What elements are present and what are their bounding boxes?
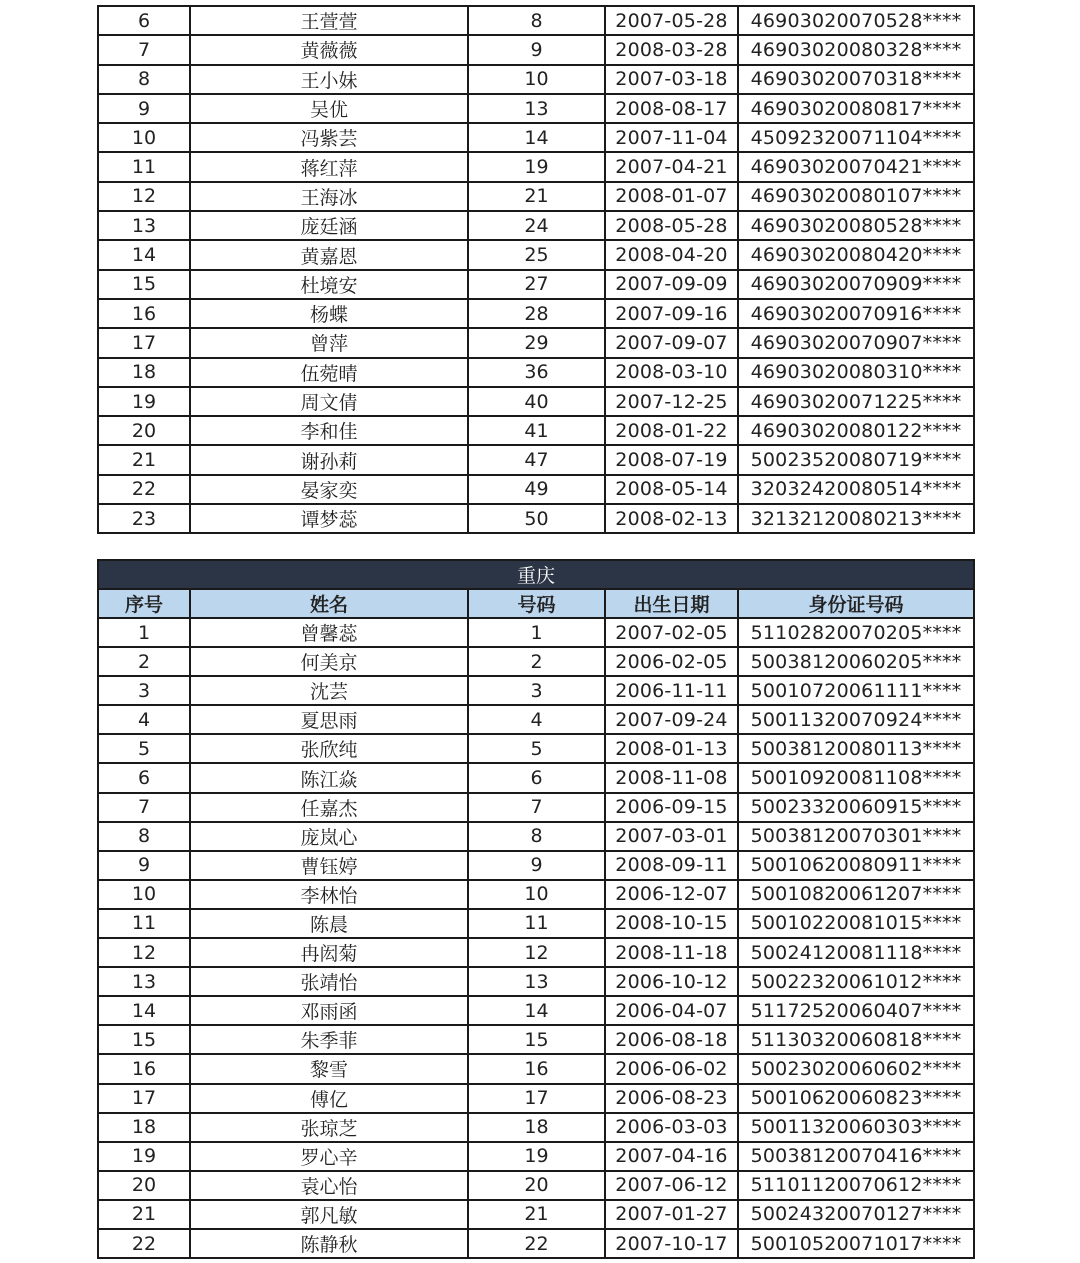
cell-seq: 5 xyxy=(98,734,190,763)
table-row xyxy=(98,1084,974,1113)
cell-name: 冯紫芸 xyxy=(190,123,468,152)
cell-name: 罗心辛 xyxy=(190,1142,468,1171)
cell-seq: 17 xyxy=(98,328,190,357)
cell-birth-date: 2008-05-28 xyxy=(605,211,738,240)
cell-name: 伍菀晴 xyxy=(190,358,468,387)
cell-seq: 11 xyxy=(98,152,190,181)
cell-number: 9 xyxy=(468,35,605,64)
cell-seq: 8 xyxy=(98,65,190,94)
region-title-row xyxy=(98,560,974,589)
cell-birth-date: 2006-04-07 xyxy=(605,996,738,1025)
table-row xyxy=(98,1200,974,1229)
table-row xyxy=(98,909,974,938)
cell-name: 陈静秋 xyxy=(190,1229,468,1258)
cell-name: 李林怡 xyxy=(190,880,468,909)
cell-birth-date: 2006-09-15 xyxy=(605,793,738,822)
cell-name: 邓雨函 xyxy=(190,996,468,1025)
cell-birth-date: 2006-06-02 xyxy=(605,1054,738,1083)
cell-birth-date: 2008-11-08 xyxy=(605,763,738,792)
cell-seq: 11 xyxy=(98,909,190,938)
cell-name: 何美京 xyxy=(190,647,468,676)
header-name: 姓名 xyxy=(190,589,468,618)
cell-birth-date: 2008-02-13 xyxy=(605,504,738,533)
table-row xyxy=(98,504,974,533)
cell-number: 4 xyxy=(468,705,605,734)
table-row xyxy=(98,123,974,152)
cell-birth-date: 2008-01-07 xyxy=(605,182,738,211)
cell-id-number: 46903020070318**** xyxy=(738,65,974,94)
header-birth-date: 出生日期 xyxy=(605,589,738,618)
cell-id-number: 51102820070205**** xyxy=(738,618,974,647)
table-row xyxy=(98,763,974,792)
cell-name: 李和佳 xyxy=(190,416,468,445)
cell-birth-date: 2007-04-16 xyxy=(605,1142,738,1171)
cell-number: 16 xyxy=(468,1054,605,1083)
cell-id-number: 46903020080528**** xyxy=(738,211,974,240)
table-row xyxy=(98,328,974,357)
cell-seq: 10 xyxy=(98,123,190,152)
cell-birth-date: 2008-09-11 xyxy=(605,851,738,880)
cell-name: 谭梦蕊 xyxy=(190,504,468,533)
table-row xyxy=(98,1113,974,1142)
cell-name: 张欣纯 xyxy=(190,734,468,763)
cell-seq: 20 xyxy=(98,1171,190,1200)
cell-id-number: 46903020080122**** xyxy=(738,416,974,445)
cell-id-number: 46903020070916**** xyxy=(738,299,974,328)
cell-name: 黄薇薇 xyxy=(190,35,468,64)
cell-birth-date: 2007-10-17 xyxy=(605,1229,738,1258)
cell-number: 49 xyxy=(468,475,605,504)
table-row xyxy=(98,152,974,181)
cell-seq: 7 xyxy=(98,793,190,822)
table-row xyxy=(98,445,974,474)
cell-seq: 15 xyxy=(98,270,190,299)
cell-number: 25 xyxy=(468,240,605,269)
cell-seq: 23 xyxy=(98,504,190,533)
table-row xyxy=(98,1025,974,1054)
cell-id-number: 50023520080719**** xyxy=(738,445,974,474)
table-row xyxy=(98,1054,974,1083)
cell-id-number: 46903020080107**** xyxy=(738,182,974,211)
cell-id-number: 46903020080328**** xyxy=(738,35,974,64)
cell-birth-date: 2008-01-13 xyxy=(605,734,738,763)
cell-name: 杜境安 xyxy=(190,270,468,299)
cell-number: 14 xyxy=(468,123,605,152)
cell-name: 曾馨蕊 xyxy=(190,618,468,647)
cell-number: 19 xyxy=(468,152,605,181)
cell-birth-date: 2008-07-19 xyxy=(605,445,738,474)
cell-id-number: 46903020070421**** xyxy=(738,152,974,181)
table-row xyxy=(98,676,974,705)
cell-name: 郭凡敏 xyxy=(190,1200,468,1229)
table-row xyxy=(98,6,974,35)
cell-birth-date: 2007-09-16 xyxy=(605,299,738,328)
cell-seq: 15 xyxy=(98,1025,190,1054)
cell-number: 18 xyxy=(468,1113,605,1142)
table-row xyxy=(98,358,974,387)
cell-seq: 9 xyxy=(98,851,190,880)
cell-seq: 6 xyxy=(98,763,190,792)
cell-id-number: 46903020070909**** xyxy=(738,270,974,299)
cell-id-number: 50024320070127**** xyxy=(738,1200,974,1229)
table-row xyxy=(98,416,974,445)
cell-seq: 9 xyxy=(98,94,190,123)
cell-seq: 19 xyxy=(98,1142,190,1171)
table-row xyxy=(98,1142,974,1171)
cell-seq: 18 xyxy=(98,358,190,387)
cell-id-number: 50023320060915**** xyxy=(738,793,974,822)
cell-birth-date: 2008-04-20 xyxy=(605,240,738,269)
cell-name: 冉闳菊 xyxy=(190,938,468,967)
cell-id-number: 46903020070907**** xyxy=(738,328,974,357)
cell-number: 7 xyxy=(468,793,605,822)
cell-id-number: 50023020060602**** xyxy=(738,1054,974,1083)
table-row xyxy=(98,705,974,734)
table-row xyxy=(98,996,974,1025)
table-row xyxy=(98,182,974,211)
cell-name: 蒋红萍 xyxy=(190,152,468,181)
cell-number: 36 xyxy=(468,358,605,387)
table-row xyxy=(98,299,974,328)
cell-seq: 12 xyxy=(98,938,190,967)
cell-birth-date: 2006-11-11 xyxy=(605,676,738,705)
cell-number: 1 xyxy=(468,618,605,647)
cell-seq: 21 xyxy=(98,1200,190,1229)
cell-number: 8 xyxy=(468,822,605,851)
cell-name: 谢孙莉 xyxy=(190,445,468,474)
cell-id-number: 50038120070301**** xyxy=(738,822,974,851)
cell-birth-date: 2006-10-12 xyxy=(605,967,738,996)
cell-birth-date: 2008-03-28 xyxy=(605,35,738,64)
cell-name: 曾萍 xyxy=(190,328,468,357)
cell-seq: 19 xyxy=(98,387,190,416)
cell-name: 周文倩 xyxy=(190,387,468,416)
cell-seq: 14 xyxy=(98,996,190,1025)
cell-seq: 21 xyxy=(98,445,190,474)
cell-birth-date: 2007-06-12 xyxy=(605,1171,738,1200)
cell-id-number: 51101120070612**** xyxy=(738,1171,974,1200)
cell-id-number: 50010820061207**** xyxy=(738,880,974,909)
cell-name: 任嘉杰 xyxy=(190,793,468,822)
cell-number: 17 xyxy=(468,1084,605,1113)
cell-seq: 6 xyxy=(98,6,190,35)
cell-birth-date: 2007-04-21 xyxy=(605,152,738,181)
cell-id-number: 46903020080310**** xyxy=(738,358,974,387)
cell-name: 黎雪 xyxy=(190,1054,468,1083)
cell-id-number: 46903020080420**** xyxy=(738,240,974,269)
cell-seq: 20 xyxy=(98,416,190,445)
table-row xyxy=(98,94,974,123)
cell-birth-date: 2006-08-23 xyxy=(605,1084,738,1113)
table-row xyxy=(98,851,974,880)
cell-birth-date: 2006-12-07 xyxy=(605,880,738,909)
cell-name: 袁心怡 xyxy=(190,1171,468,1200)
cell-birth-date: 2008-05-14 xyxy=(605,475,738,504)
table-row xyxy=(98,618,974,647)
cell-seq: 7 xyxy=(98,35,190,64)
cell-seq: 1 xyxy=(98,618,190,647)
roster-table-top-body xyxy=(98,6,974,533)
cell-birth-date: 2007-09-07 xyxy=(605,328,738,357)
cell-seq: 14 xyxy=(98,240,190,269)
cell-name: 庞岚心 xyxy=(190,822,468,851)
cell-id-number: 50010520071017**** xyxy=(738,1229,974,1258)
cell-number: 24 xyxy=(468,211,605,240)
cell-name: 王海冰 xyxy=(190,182,468,211)
cell-number: 6 xyxy=(468,763,605,792)
cell-seq: 16 xyxy=(98,1054,190,1083)
cell-birth-date: 2007-01-27 xyxy=(605,1200,738,1229)
cell-number: 50 xyxy=(468,504,605,533)
table-row xyxy=(98,1171,974,1200)
cell-name: 王小妹 xyxy=(190,65,468,94)
table-row xyxy=(98,938,974,967)
cell-birth-date: 2007-12-25 xyxy=(605,387,738,416)
cell-name: 张琼芝 xyxy=(190,1113,468,1142)
cell-name: 吴优 xyxy=(190,94,468,123)
table-row xyxy=(98,270,974,299)
cell-number: 2 xyxy=(468,647,605,676)
table-row xyxy=(98,967,974,996)
cell-number: 10 xyxy=(468,65,605,94)
cell-seq: 13 xyxy=(98,211,190,240)
cell-birth-date: 2008-10-15 xyxy=(605,909,738,938)
column-header-row xyxy=(98,589,974,618)
cell-number: 29 xyxy=(468,328,605,357)
cell-name: 王萱萱 xyxy=(190,6,468,35)
cell-number: 13 xyxy=(468,967,605,996)
table-row xyxy=(98,475,974,504)
cell-id-number: 50024120081118**** xyxy=(738,938,974,967)
cell-number: 28 xyxy=(468,299,605,328)
cell-number: 3 xyxy=(468,676,605,705)
cell-id-number: 50038120060205**** xyxy=(738,647,974,676)
table-row xyxy=(98,387,974,416)
cell-number: 20 xyxy=(468,1171,605,1200)
cell-number: 5 xyxy=(468,734,605,763)
cell-number: 13 xyxy=(468,94,605,123)
cell-id-number: 46903020070528**** xyxy=(738,6,974,35)
cell-birth-date: 2007-03-18 xyxy=(605,65,738,94)
cell-seq: 3 xyxy=(98,676,190,705)
cell-id-number: 51172520060407**** xyxy=(738,996,974,1025)
cell-id-number: 50010220081015**** xyxy=(738,909,974,938)
table-row xyxy=(98,35,974,64)
cell-seq: 22 xyxy=(98,475,190,504)
cell-birth-date: 2008-03-10 xyxy=(605,358,738,387)
roster-table-chongqing-body xyxy=(98,618,974,1258)
cell-id-number: 50022320061012**** xyxy=(738,967,974,996)
cell-name: 陈江焱 xyxy=(190,763,468,792)
cell-seq: 18 xyxy=(98,1113,190,1142)
cell-number: 14 xyxy=(468,996,605,1025)
cell-seq: 4 xyxy=(98,705,190,734)
cell-birth-date: 2008-11-18 xyxy=(605,938,738,967)
cell-id-number: 50010620080911**** xyxy=(738,851,974,880)
cell-seq: 2 xyxy=(98,647,190,676)
table-row xyxy=(98,793,974,822)
cell-id-number: 46903020080817**** xyxy=(738,94,974,123)
cell-birth-date: 2006-08-18 xyxy=(605,1025,738,1054)
table-row xyxy=(98,822,974,851)
cell-name: 沈芸 xyxy=(190,676,468,705)
cell-number: 8 xyxy=(468,6,605,35)
cell-number: 15 xyxy=(468,1025,605,1054)
table-row xyxy=(98,734,974,763)
cell-name: 晏家奕 xyxy=(190,475,468,504)
table-row xyxy=(98,240,974,269)
table-row xyxy=(98,647,974,676)
cell-id-number: 50011320070924**** xyxy=(738,705,974,734)
cell-id-number: 50010620060823**** xyxy=(738,1084,974,1113)
roster-table-top xyxy=(97,5,975,534)
cell-name: 陈晨 xyxy=(190,909,468,938)
cell-seq: 16 xyxy=(98,299,190,328)
cell-number: 9 xyxy=(468,851,605,880)
cell-id-number: 50011320060303**** xyxy=(738,1113,974,1142)
cell-seq: 8 xyxy=(98,822,190,851)
header-seq: 序号 xyxy=(98,589,190,618)
cell-birth-date: 2008-08-17 xyxy=(605,94,738,123)
cell-seq: 12 xyxy=(98,182,190,211)
cell-name: 朱季菲 xyxy=(190,1025,468,1054)
cell-birth-date: 2007-05-28 xyxy=(605,6,738,35)
cell-number: 22 xyxy=(468,1229,605,1258)
cell-seq: 17 xyxy=(98,1084,190,1113)
roster-table-chongqing xyxy=(97,559,975,1259)
table-row xyxy=(98,211,974,240)
cell-name: 黄嘉恩 xyxy=(190,240,468,269)
cell-birth-date: 2006-03-03 xyxy=(605,1113,738,1142)
cell-name: 杨蝶 xyxy=(190,299,468,328)
cell-seq: 10 xyxy=(98,880,190,909)
header-id-number: 身份证号码 xyxy=(738,589,974,618)
table-row xyxy=(98,1229,974,1258)
region-title: 重庆 xyxy=(98,560,974,589)
cell-birth-date: 2007-11-04 xyxy=(605,123,738,152)
cell-seq: 13 xyxy=(98,967,190,996)
cell-number: 19 xyxy=(468,1142,605,1171)
cell-number: 41 xyxy=(468,416,605,445)
cell-birth-date: 2008-01-22 xyxy=(605,416,738,445)
cell-birth-date: 2007-03-01 xyxy=(605,822,738,851)
cell-birth-date: 2007-02-05 xyxy=(605,618,738,647)
table-row xyxy=(98,880,974,909)
header-number: 号码 xyxy=(468,589,605,618)
cell-id-number: 32032420080514**** xyxy=(738,475,974,504)
cell-number: 40 xyxy=(468,387,605,416)
cell-number: 11 xyxy=(468,909,605,938)
cell-id-number: 45092320071104**** xyxy=(738,123,974,152)
table-row xyxy=(98,65,974,94)
cell-number: 47 xyxy=(468,445,605,474)
cell-name: 张靖怡 xyxy=(190,967,468,996)
cell-number: 21 xyxy=(468,1200,605,1229)
cell-birth-date: 2007-09-09 xyxy=(605,270,738,299)
cell-name: 夏思雨 xyxy=(190,705,468,734)
cell-id-number: 50010920081108**** xyxy=(738,763,974,792)
cell-number: 10 xyxy=(468,880,605,909)
cell-name: 曹钰婷 xyxy=(190,851,468,880)
cell-name: 傅亿 xyxy=(190,1084,468,1113)
cell-number: 12 xyxy=(468,938,605,967)
cell-seq: 22 xyxy=(98,1229,190,1258)
cell-id-number: 50038120070416**** xyxy=(738,1142,974,1171)
cell-id-number: 50010720061111**** xyxy=(738,676,974,705)
cell-id-number: 50038120080113**** xyxy=(738,734,974,763)
cell-birth-date: 2006-02-05 xyxy=(605,647,738,676)
cell-number: 21 xyxy=(468,182,605,211)
cell-id-number: 32132120080213**** xyxy=(738,504,974,533)
cell-birth-date: 2007-09-24 xyxy=(605,705,738,734)
cell-name: 庞廷涵 xyxy=(190,211,468,240)
cell-id-number: 46903020071225**** xyxy=(738,387,974,416)
cell-id-number: 51130320060818**** xyxy=(738,1025,974,1054)
cell-number: 27 xyxy=(468,270,605,299)
